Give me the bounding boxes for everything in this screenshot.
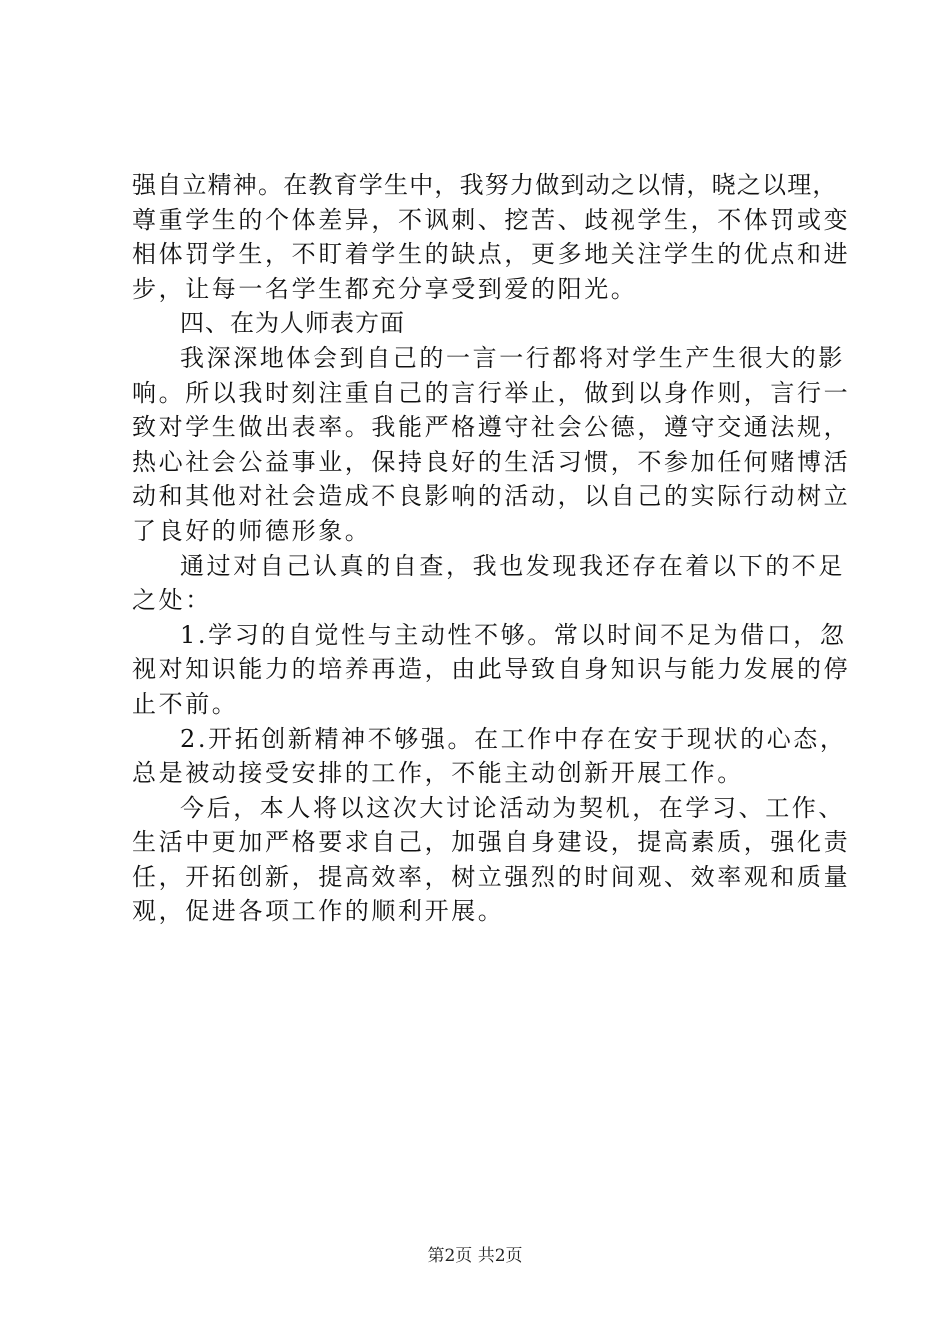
paragraph-line: 生活中更加严格要求自己，加强自身建设，提高素质，强化责 [132,828,851,857]
paragraph-line: 尊重学生的个体差异，不讽刺、挖苦、歧视学生，不体罚或变 [132,205,851,234]
paragraph-line: 致对学生做出表率。我能严格遵守社会公德，遵守交通法规， [132,413,851,442]
list-item-line: 止不前。 [132,689,239,718]
paragraph-line: 相体罚学生，不盯着学生的缺点，更多地关注学生的优点和进 [132,240,851,269]
list-item-line: 视对知识能力的培养再造，由此导致自身知识与能力发展的停 [132,655,851,684]
page-footer: 第2页 共2页 [427,1246,523,1266]
document-body [132,168,851,929]
paragraph-line: 热心社会公益事业，保持良好的生活习惯，不参加任何赌博活 [132,447,851,476]
paragraph-line: 今后，本人将以这次大讨论活动为契机，在学习、工作、 [180,793,845,822]
list-item-line: 2.开拓创新精神不够强。在工作中存在安于现状的心态， [180,724,847,753]
paragraph-line: 响。所以我时刻注重自己的言行举止，做到以身作则，言行一 [132,378,851,407]
paragraph-line: 强自立精神。在教育学生中，我努力做到动之以情，晓之以理， [132,171,838,199]
list-item-line: 1.学习的自觉性与主动性不够。常以时间不足为借口，忽 [180,620,847,649]
paragraph-line: 了良好的师德形象。 [132,516,372,545]
paragraph-line: 任，开拓创新，提高效率，树立强烈的时间观、效率观和质量 [132,862,851,891]
paragraph-line: 通过对自己认真的自查，我也发现我还存在着以下的不足 [180,551,845,580]
paragraph-line: 之处： [132,586,212,615]
section-heading: 四、在为人师表方面 [180,309,405,338]
list-item-line: 总是被动接受安排的工作，不能主动创新开展工作。 [132,759,744,788]
paragraph-line: 步，让每一名学生都充分享受到爱的阳光。 [132,274,638,303]
paragraph-line: 动和其他对社会造成不良影响的活动，以自己的实际行动树立 [132,482,851,511]
paragraph-line: 我深深地体会到自己的一言一行都将对学生产生很大的影 [180,343,845,372]
paragraph-line: 观，促进各项工作的顺利开展。 [132,897,505,926]
